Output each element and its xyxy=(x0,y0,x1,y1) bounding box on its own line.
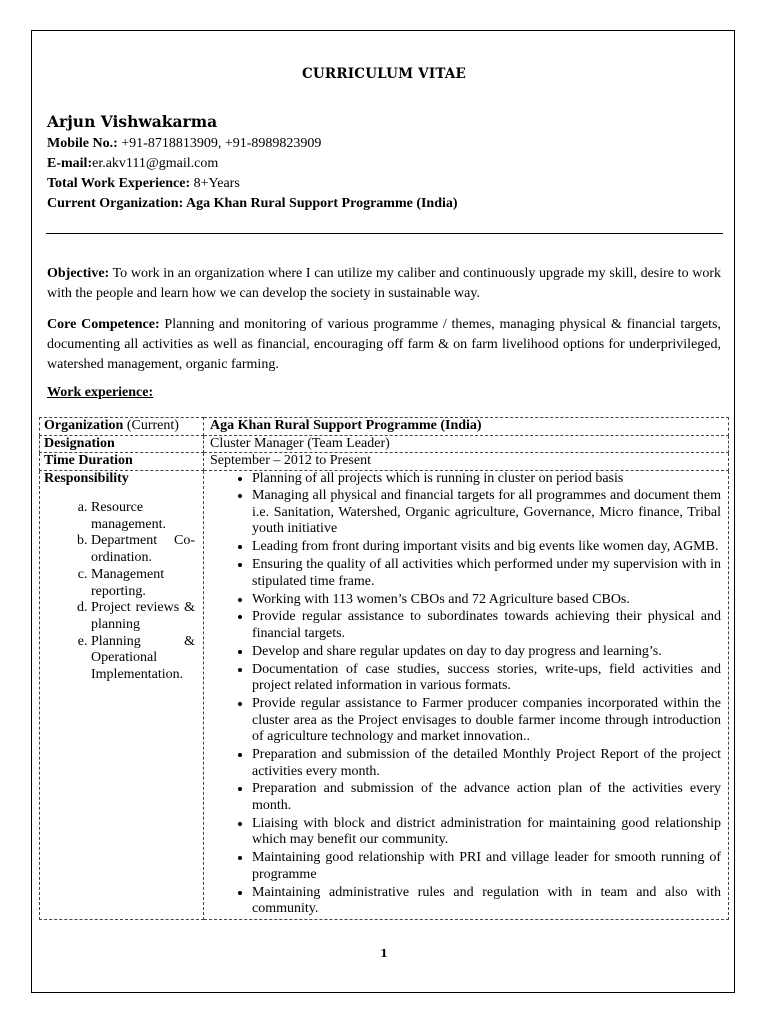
list-item: • Ensuring the quality of all activities which performed under my supervision with in stipulated time frame. xyxy=(252,557,721,590)
responsibilities-list xyxy=(204,471,724,918)
mobile-value: +91-8718813909, +91-8989823909 xyxy=(117,136,322,151)
table-row xyxy=(40,470,729,919)
table-row xyxy=(40,453,729,471)
list-item: • Managing all physical and financial targets for all programmes and document them i.e. Sanitation, Watershed, Organic agriculture, Governance, Micro finance, Tribal youth initiative xyxy=(252,488,721,538)
document-title: CURRICULUM VITAE xyxy=(301,66,467,82)
responsibility-cell-value xyxy=(204,470,729,919)
designation-cell-value: Cluster Manager (Team Leader) xyxy=(204,435,729,453)
list-item: c. Management reporting. xyxy=(91,567,199,600)
list-item: • Working with 113 women’s CBOs and 72 Agriculture based CBOs. xyxy=(252,592,721,609)
mobile-label: Mobile No.: xyxy=(47,136,118,151)
list-item: • Develop and share regular updates on day to day progress and learning’s. xyxy=(252,644,721,661)
work-experience-table xyxy=(39,417,729,920)
list-item: d. Project reviews & planning xyxy=(91,600,199,633)
core-competence-label: Core Competence: xyxy=(47,317,160,332)
mobile-line xyxy=(47,134,321,154)
list-item: • Provide regular assistance to subordinates towards achieving their physical and financial targets. xyxy=(252,609,721,642)
designation-cell-label: Designation xyxy=(40,435,204,453)
experience-label: Total Work Experience: xyxy=(47,176,191,191)
organization-label: Current Organization: xyxy=(47,196,184,211)
core-competence-paragraph xyxy=(47,315,721,375)
objective-text: To work in an organization where I can utilize my caliber and continuously upgrade my skill, desire to work with the people and learn how we can develop the society in sustainable way. xyxy=(47,266,721,301)
responsibility-areas-list xyxy=(44,500,199,684)
table-row xyxy=(40,435,729,453)
duration-cell-label: Time Duration xyxy=(40,453,204,471)
list-item: e. Planning & Operational Implementation. xyxy=(91,634,199,684)
experience-line xyxy=(47,174,240,194)
email-line xyxy=(47,154,218,174)
objective-label: Objective: xyxy=(47,266,110,281)
duration-cell-value: September – 2012 to Present xyxy=(204,453,729,471)
list-item: • Maintaining good relationship with PRI and village leader for smooth running of programme xyxy=(252,850,721,883)
experience-value: 8+Years xyxy=(190,176,240,191)
email-label: E-mail: xyxy=(47,156,93,171)
list-item: • Liaising with block and district administration for maintaining good relationship which may benefit our community. xyxy=(252,816,721,849)
list-item: • Provide regular assistance to Farmer producer companies incorporated within the cluster area as the Project envisages to double farmer income through introduction of agriculture technology and market innovation.. xyxy=(252,696,721,746)
list-item: • Preparation and submission of the detailed Monthly Project Report of the project activities every month. xyxy=(252,747,721,780)
candidate-name: Arjun Vishwakarma xyxy=(47,112,218,131)
organization-line xyxy=(47,194,458,214)
organization-value: Aga Khan Rural Support Programme (India) xyxy=(183,196,458,211)
header-divider xyxy=(46,233,723,234)
objective-paragraph xyxy=(47,264,721,304)
page-number: 1 xyxy=(380,947,388,960)
list-item: • Planning of all projects which is running in cluster on period basis xyxy=(252,471,721,488)
list-item: • Preparation and submission of the advance action plan of the activities every month. xyxy=(252,781,721,814)
core-competence-text: Planning and monitoring of various programme / themes, managing physical & financial targets, documenting all activities as well as financial, encouraging off farm & on farm livelihood options for underprivileged, watershed management, organic farming. xyxy=(47,317,721,372)
list-item: • Leading from front during important visits and big events like women day, AGMB. xyxy=(252,539,721,556)
list-item: • Documentation of case studies, success stories, write-ups, field activities and project related information in various formats. xyxy=(252,662,721,695)
list-item: • Maintaining administrative rules and regulation with in team and also with community. xyxy=(252,885,721,918)
responsibility-cell-label: Responsibility a. Resource management. b. Department Co-ordination. c. Management reporting. d. Project reviews & planning e. Planning & Operational Implementation. xyxy=(40,470,204,919)
list-item: a. Resource management. xyxy=(91,500,199,533)
organization-cell-label: Organization (Current) xyxy=(40,418,204,436)
table-row xyxy=(40,418,729,436)
list-item: b. Department Co-ordination. xyxy=(91,533,199,566)
email-value: er.akv111@gmail.com xyxy=(92,156,219,171)
organization-cell-value: Aga Khan Rural Support Programme (India) xyxy=(204,418,729,436)
work-experience-heading: Work experience: xyxy=(47,385,154,400)
